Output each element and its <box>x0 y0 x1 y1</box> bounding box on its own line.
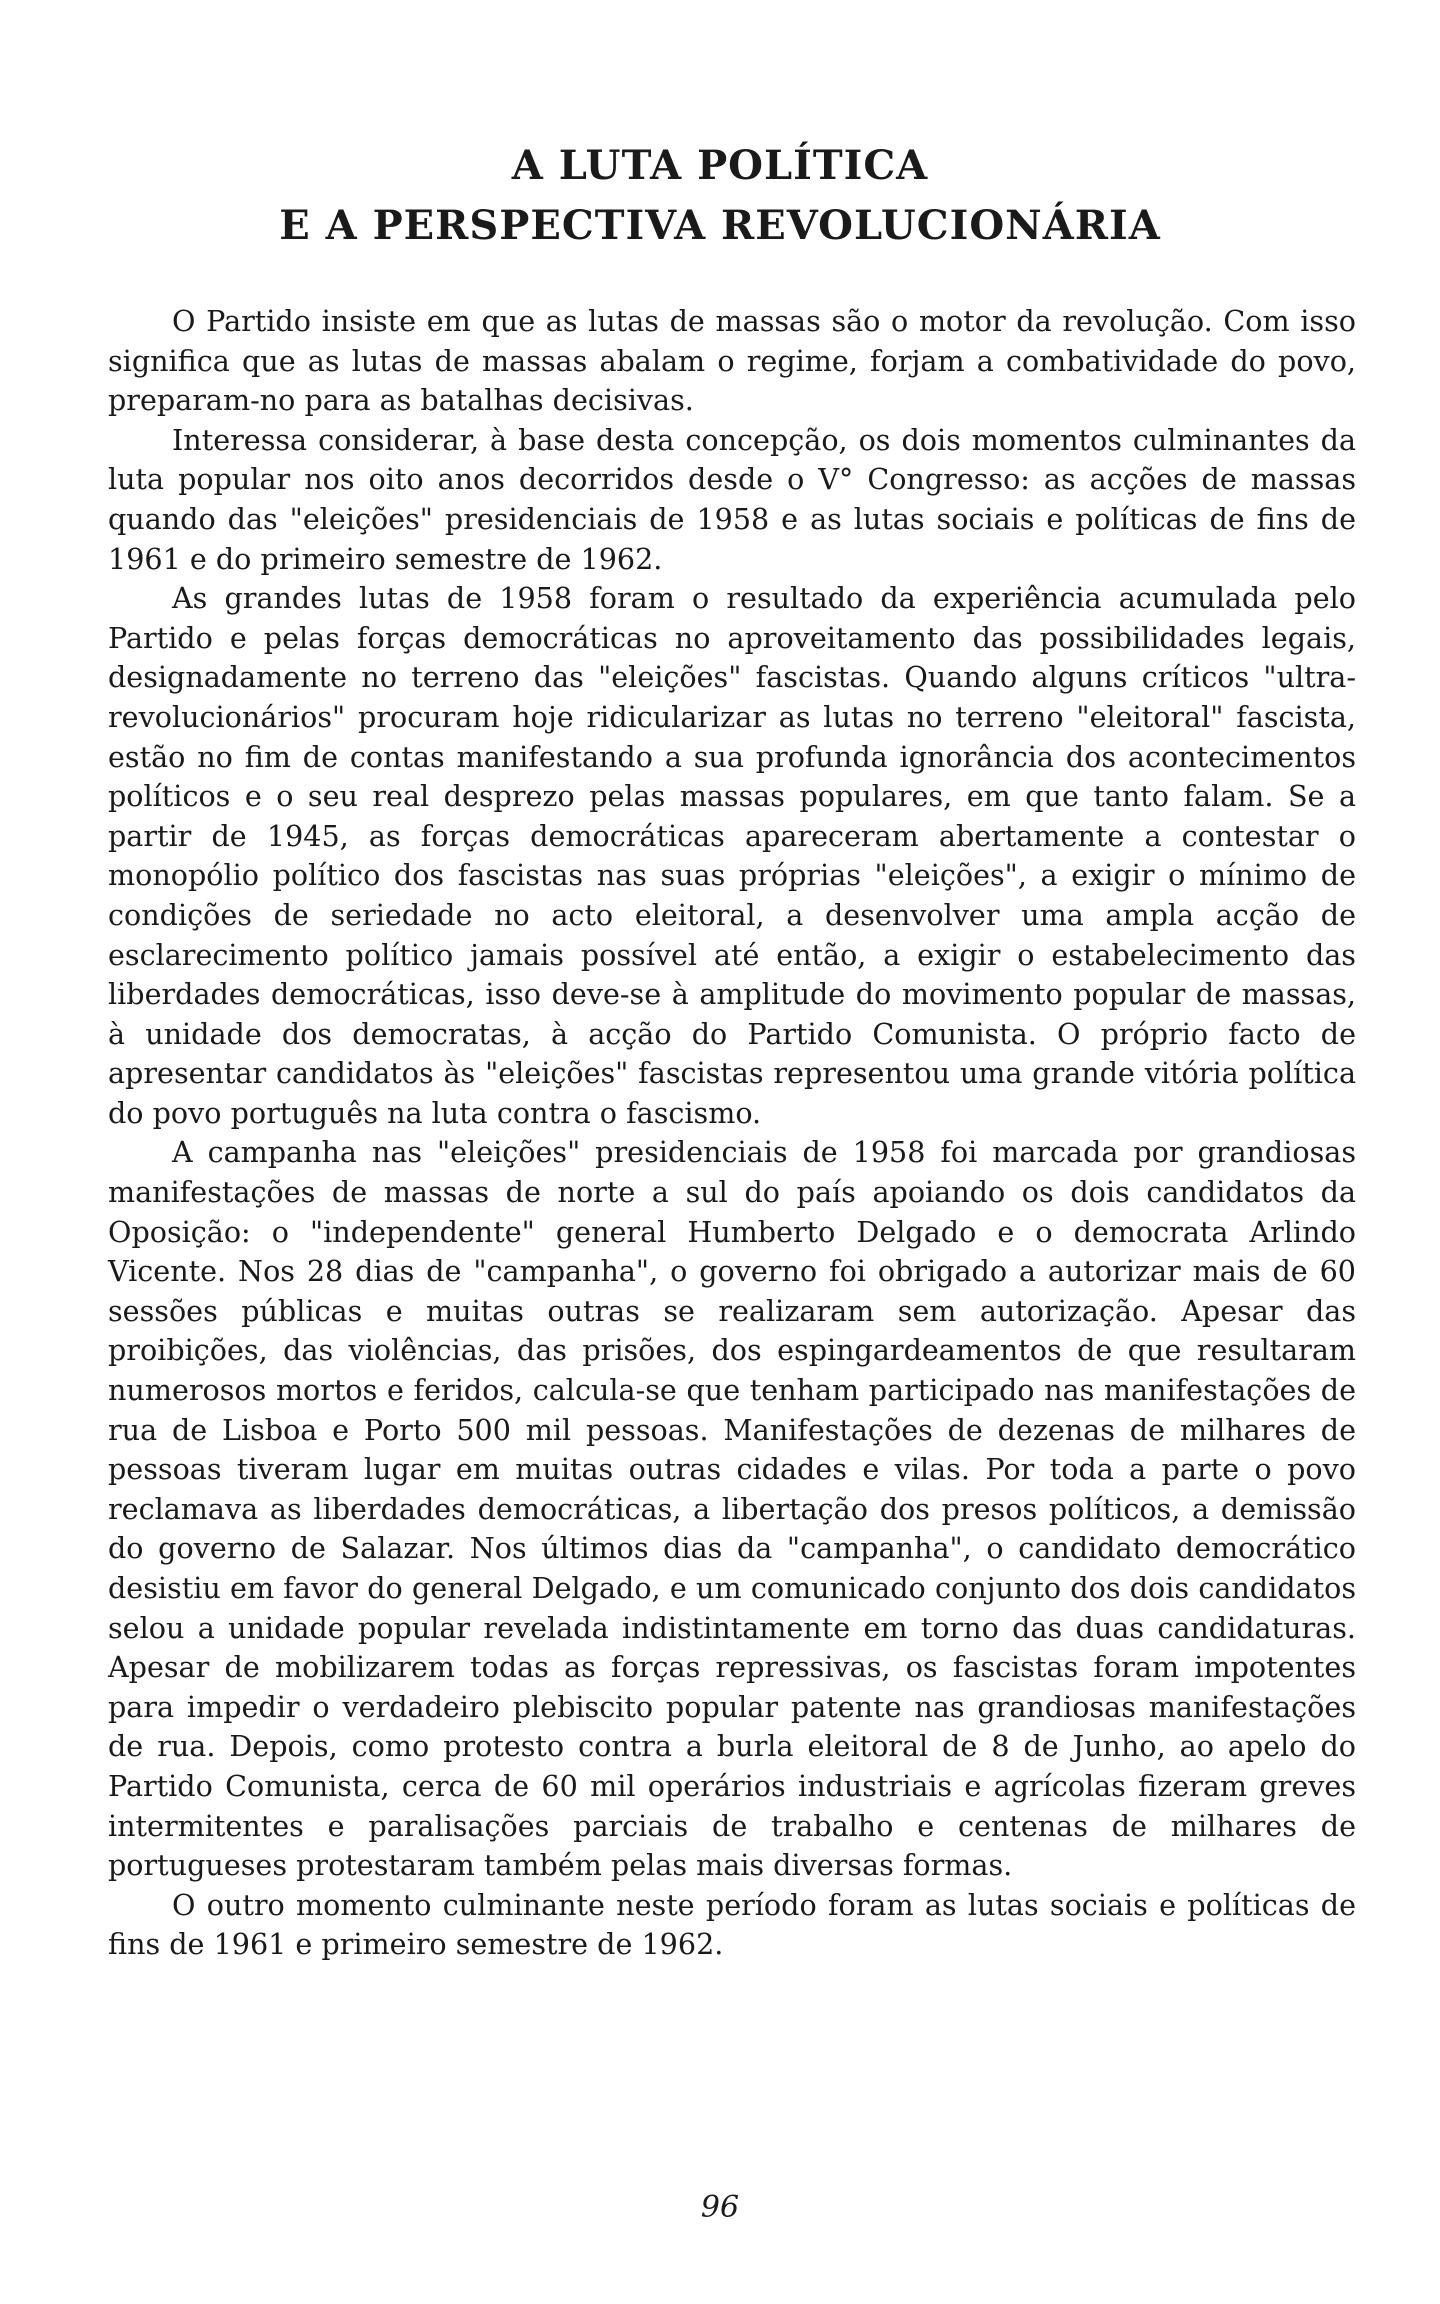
paragraph: O Partido insiste em que as lutas de massas são o motor da revolução. Com isso significa que as lutas de massas abalam o regime, forjam a combatividade do povo, preparam-no para as batalhas decisivas. <box>108 304 1356 418</box>
paragraph: O outro momento culminante neste período foram as lutas sociais e políticas de fins de 1961 e primeiro semestre de 1962. <box>108 1887 1356 1962</box>
paragraph: As grandes lutas de 1958 foram o resultado da experiência acumulada pelo Partido e pelas forças democráticas no aproveitamento das possibilidades legais, designadamente no terreno das "eleições" fascistas. Quando alguns críticos "ultra-revolucionários" procuram hoje ridicularizar as lutas no terreno "eleitoral" fascista, estão no fim de contas manifestando a sua profunda ignorância dos acontecimentos políticos e o seu real desprezo pelas massas populares, em que tanto falam. Se a partir de 1945, as forças democráticas apareceram abertamente a contestar o monopólio político dos fascistas nas suas próprias "eleições", a exigir o mínimo de condições de seriedade no acto eleitoral, a desenvolver uma ampla acção de esclarecimento político jamais possível até então, a exigir o estabelecimento das liberdades democráticas, isso deve-se à amplitude do movimento popular de massas, à unidade dos democratas, à acção do Partido Comunista. O próprio facto de apresentar candidatos às "eleições" fascistas representou uma grande vitória política do povo português na luta contra o fascismo. <box>108 581 1356 1130</box>
page-number: 96 <box>700 2190 740 2225</box>
paragraph: A campanha nas "eleições" presidenciais de 1958 foi marcada por grandiosas manifestações de massas de norte a sul do país apoiando os dois candidatos da Oposição: o "independente" general Humberto Delgado e o democrata Arlindo Vicente. Nos 28 dias de "campanha", o governo foi obrigado a autorizar mais de 60 sessões públicas e muitas outras se realizaram sem autorização. Apesar das proibições, das violências, das prisões, dos espingardeamentos de que resultaram numerosos mortos e feridos, calcula-se que tenham participado nas manifestações de rua de Lisboa e Porto 500 mil pessoas. Manifestações de dezenas de milhares de pessoas tiveram lugar em muitas outras cidades e vilas. Por toda a parte o povo reclamava as liberdades democráticas, a libertação dos presos políticos, a demissão do governo de Salazar. Nos últimos dias da "campanha", o candidato democrático desistiu em favor do general Delgado, e um comunicado conjunto dos dois candidatos selou a unidade popular revelada indistintamente em torno das duas candidaturas. Apesar de mobilizarem todas as forças repressivas, os fascistas foram impotentes para impedir o verdadeiro plebiscito popular patente nas grandiosas manifestações de rua. Depois, como protesto contra a burla eleitoral de 8 de Junho, ao apelo do Partido Comunista, cerca de 60 mil operários industriais e agrícolas fizeram greves intermitentes e paralisações parciais de trabalho e centenas de milhares de portugueses protestaram também pelas mais diversas formas. <box>108 1135 1356 1883</box>
body-text <box>108 302 1356 1965</box>
page-title-line-1: A LUTA POLÍTICA <box>511 142 929 189</box>
paragraph: Interessa considerar, à base desta concepção, os dois momentos culminantes da luta popular nos oito anos decorridos desde o V° Congresso: as acções de massas quando das "eleições" presidenciais de 1958 e as lutas sociais e políticas de fins de 1961 e do primeiro semestre de 1962. <box>108 422 1356 576</box>
page-title-line-2: E A PERSPECTIVA REVOLUCIONÁRIA <box>279 202 1161 249</box>
